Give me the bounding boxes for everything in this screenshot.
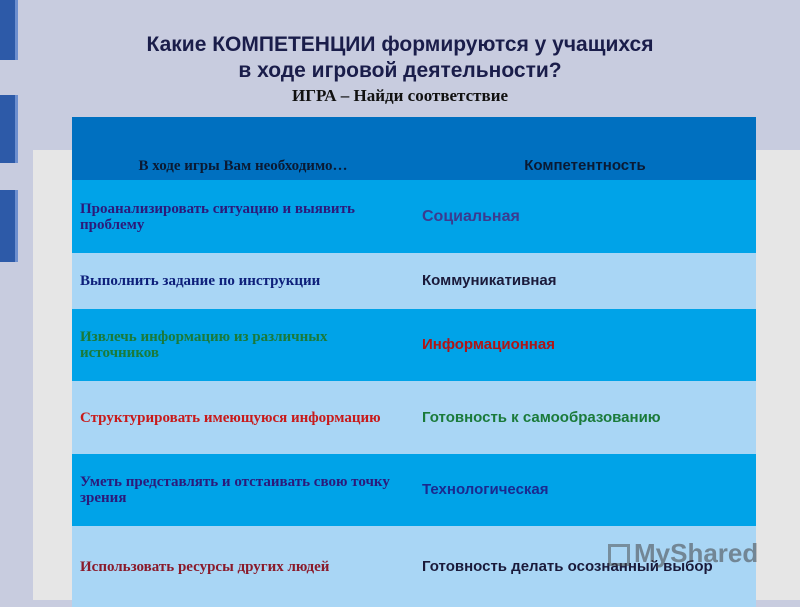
header-task: В ходе игры Вам необходимо… (72, 117, 414, 180)
table-header-row (72, 117, 756, 180)
task-cell: Структурировать имеющуюся информацию (72, 381, 414, 454)
task-cell: Использовать ресурсы других людей (72, 526, 414, 607)
watermark-text: MyShared (634, 538, 759, 568)
competence-cell: Технологическая (414, 454, 756, 526)
task-cell: Проанализировать ситуацию и выявить проблему (72, 180, 414, 253)
competence-cell: Социальная (414, 180, 756, 253)
watermark-logo-icon (608, 544, 630, 566)
competence-cell: Готовность делать осознанный выбор (414, 526, 756, 607)
title-line-2: в ходе игровой деятельности? (238, 59, 562, 82)
header-competence: Компетентность (414, 117, 756, 180)
task-cell: Выполнить задание по инструкции (72, 253, 414, 309)
competence-table (72, 117, 759, 607)
side-tab (0, 190, 18, 262)
task-cell: Извлечь информацию из различных источников (72, 309, 414, 381)
table-row (72, 180, 756, 253)
competence-cell: Информационная (414, 309, 756, 381)
slide-title (0, 32, 800, 108)
table-row (72, 253, 756, 309)
table-row (72, 309, 756, 381)
table-row (72, 454, 756, 526)
title-line-3: ИГРА – Найди соответствие (291, 86, 509, 105)
title-line-1: Какие КОМПЕТЕНЦИИ формируются у учащихся (146, 33, 654, 56)
competence-cell: Коммуникативная (414, 253, 756, 309)
task-cell: Уметь представлять и отстаивать свою точку зрения (72, 454, 414, 526)
table-row (72, 381, 756, 454)
competence-cell: Готовность к самообразованию (414, 381, 756, 454)
watermark (608, 538, 758, 569)
